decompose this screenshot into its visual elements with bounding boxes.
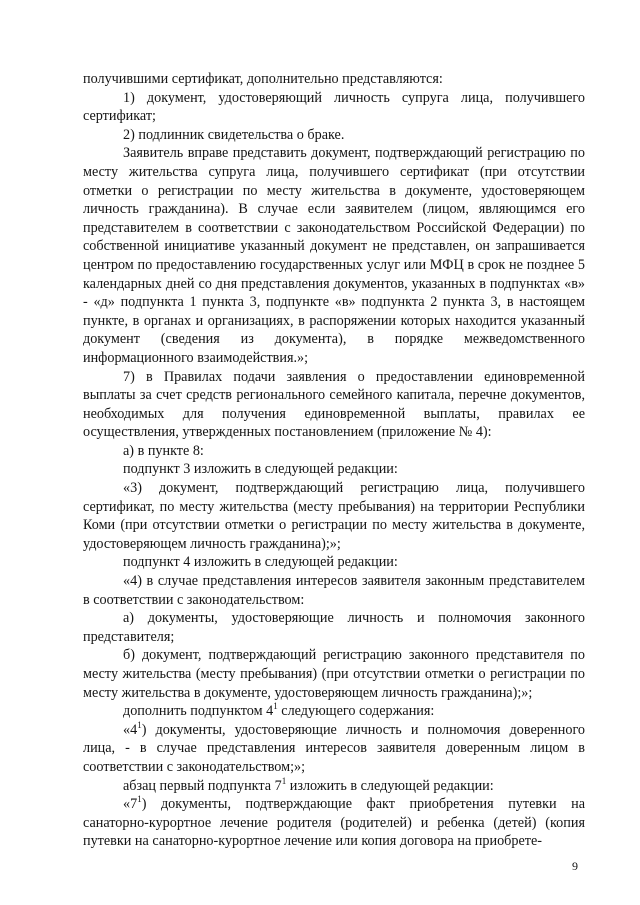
paragraph-text: 2) подлинник свидетельства о браке. [123, 126, 345, 143]
paragraph [83, 368, 585, 442]
paragraph-text: дополнить подпунктом 4 [123, 703, 274, 720]
superscript: 1 [281, 775, 287, 786]
paragraph-text: 7) в Правилах подачи заявления о предоставлении единовременной выплаты за счет средств регионального семейного капитала, перечне документов, необходимых для получения единовременной выплаты, правилах ее осуществления, утвержденных постановлением (приложение № 4): [83, 368, 585, 441]
paragraph [83, 795, 585, 851]
paragraph-text: подпункт 3 изложить в следующей редакции: [123, 461, 398, 478]
paragraph [83, 572, 585, 609]
paragraph-text: «3) документ, подтверждающий регистрацию лица, получившего сертификат, по месту жительства (месту пребывания) на территории Республики Коми (при отсутствии отметки о регистрации по месту жительства в документе, удостоверяющем личность гражданина);»; [83, 480, 585, 552]
paragraph-text: б) документ, подтверждающий регистрацию законного представителя по месту жительства (месту пребывания) (при отсутствии отметки о регистрации по месту жительства в документе, удостоверяющем личность гражданина);»; [83, 647, 585, 701]
paragraph [83, 144, 585, 367]
paragraph-text: Заявитель вправе представить документ, подтверждающий регистрацию по месту жительства супруга лица, получившего сертификат (при отсутствии отметки о регистрации по месту жительства в документе, удостоверяющем личность гражданина). В случае если заявителем (лицом, являющимся его представителем в соответствии с законодательством Российской Федерации) по собственной инициативе указанный документ не представлен, он запрашивается центром по предоставлению государственных услуг или МФЦ в срок не позднее 5 календарных дней со дня представления документов, указанных в подпунктах «в» - «д» подпункта 1 пункта 3, подпункте «в» подпункта 2 пункта 3, в настоящем пункте, в органах и организациях, в распоряжении которых находится указанный документ (сведения из документа), в порядке межведомственного информационного взаимодействия.»; [83, 145, 585, 366]
paragraph [83, 721, 585, 777]
paragraph [83, 702, 585, 721]
paragraph [83, 460, 585, 479]
paragraph [83, 126, 585, 145]
paragraph [83, 442, 585, 461]
superscript: 1 [273, 701, 278, 712]
paragraph [83, 479, 585, 553]
paragraph [83, 777, 585, 796]
superscript: 1 [137, 719, 142, 730]
paragraph [83, 609, 585, 646]
paragraph [83, 70, 585, 89]
paragraph-text-continued: следующего содержания: [277, 703, 435, 720]
paragraph [83, 89, 585, 126]
paragraph-text-continued: ) документы, удостоверяющие личность и полномочия доверенного лица, - в случае представления интересов заявителя доверенным лицом в соответствии с законодательством;»; [83, 721, 585, 775]
paragraph-text: получившими сертификат, дополнительно представляются: [83, 71, 443, 87]
paragraph-text: подпункт 4 изложить в следующей редакции: [123, 554, 398, 571]
paragraph-text: абзац первый подпункта 7 [123, 777, 282, 794]
paragraph [83, 646, 585, 702]
paragraph [83, 553, 585, 572]
paragraph-text: 1) документ, удостоверяющий личность супруга лица, получившего сертификат; [83, 89, 585, 125]
paragraph-text-continued: изложить в следующей редакции: [286, 777, 494, 794]
paragraph-text: «4) в случае представления интересов заявителя законным представителем в соответствии с законодательством: [83, 573, 585, 608]
paragraph-text: «4 [123, 721, 138, 738]
paragraph-text: а) в пункте 8: [123, 442, 204, 459]
paragraph-text: а) документы, удостоверяющие личность и полномочия законного представителя; [83, 610, 585, 645]
superscript: 1 [137, 794, 142, 805]
paragraph-text-continued: ) документы, подтверждающие факт приобретения путевки на санаторно-курортное лечение родителя (родителей) и ребенка (детей) (копия путевки на санаторно-курортное лечение или копия договора на приобрете- [83, 796, 585, 850]
document-body [83, 70, 585, 851]
page-number: 9 [572, 859, 578, 873]
paragraph-text: «7 [123, 796, 138, 813]
